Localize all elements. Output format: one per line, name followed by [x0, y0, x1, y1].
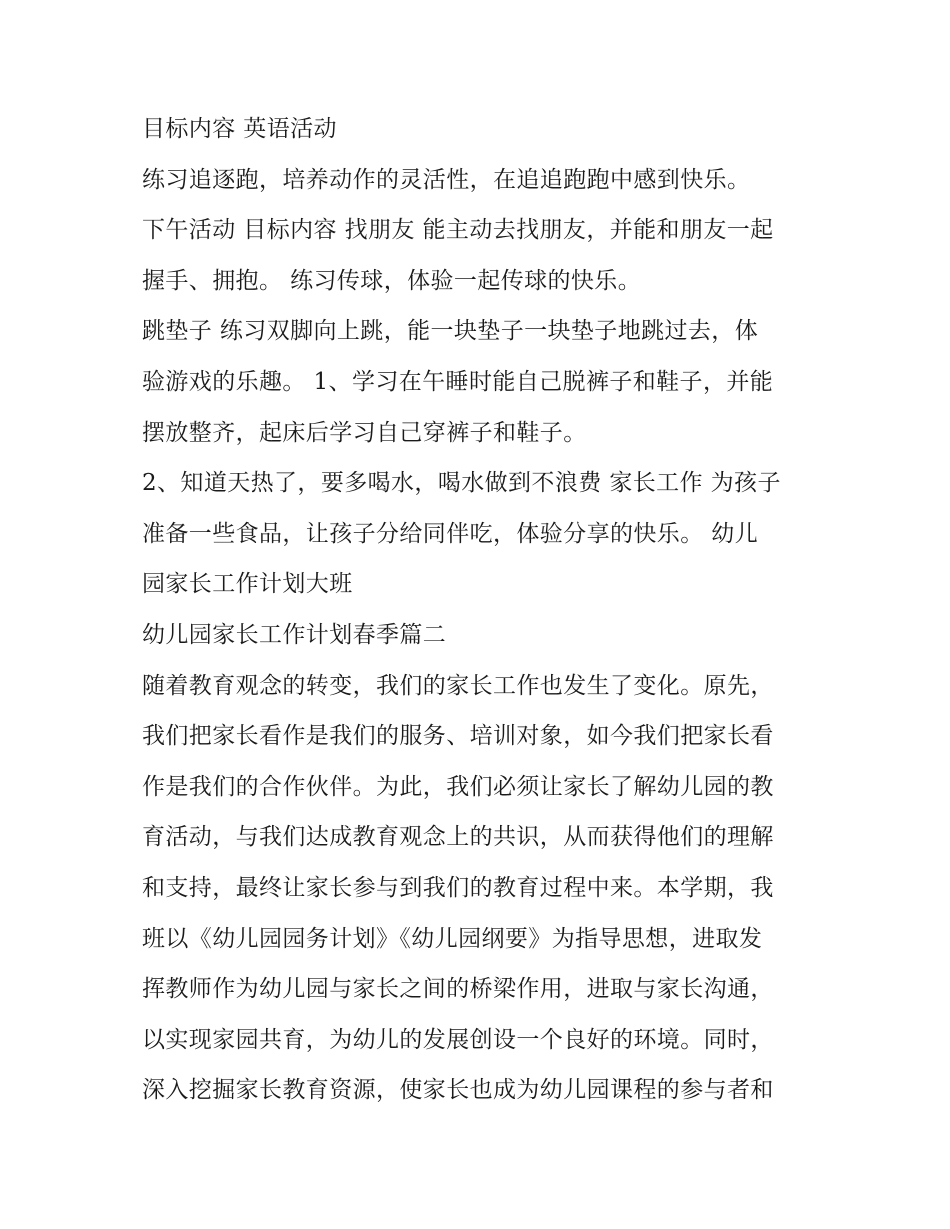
text-line: 准备一些食品，让孩子分给同伴吃，体验分享的快乐。 幼儿 [142, 520, 759, 547]
text-line: 深入挖掘家长教育资源，使家长也成为幼儿园课程的参与者和 [142, 1077, 774, 1104]
text-line: 园家长工作计划大班 [142, 571, 353, 598]
text-line: 目标内容 英语活动 [142, 116, 337, 142]
text-line: 2、知道天热了，要多喝水，喝水做到不浪费 家长工作 为孩子 [142, 470, 781, 497]
document-body [142, 110, 822, 1122]
text-line: 和支持，最终让家长参与到我们的教育过程中来。本学期，我 [142, 874, 774, 901]
text-line: 练习追逐跑，培养动作的灵活性，在追追跑跑中感到快乐。 [142, 166, 751, 193]
text-line: 验游戏的乐趣。 1、学习在午睡时能自己脱裤子和鞋子，并能 [142, 368, 774, 395]
text-line: 跳垫子 练习双脚向上跳，能一块垫子一块垫子地跳过去，体 [142, 318, 759, 345]
text-line: 随着教育观念的转变，我们的家长工作也发生了变化。原先， [142, 672, 774, 699]
text-line: 班以《幼儿园园务计划》《幼儿园纲要》为指导思想，进取发 [142, 925, 763, 952]
text-line: 作是我们的合作伙伴。为此，我们必须让家长了解幼儿园的教 [142, 773, 774, 800]
text-line: 挥教师作为幼儿园与家长之间的桥梁作用，进取与家长沟通， [142, 976, 774, 1003]
text-line: 下午活动 目标内容 找朋友 能主动去找朋友，并能和朋友一起 [142, 217, 774, 244]
text-line: 握手、拥抱。 练习传球，体验一起传球的快乐。 [142, 267, 642, 294]
text-line: 育活动，与我们达成教育观念上的共识，从而获得他们的理解 [142, 824, 774, 851]
text-line: 以实现家园共育，为幼儿的发展创设一个良好的环境。同时， [142, 1026, 774, 1053]
text-line: 摆放整齐，起床后学习自己穿裤子和鞋子。 [142, 419, 587, 446]
text-line: 我们把家长看作是我们的服务、培训对象，如今我们把家长看 [142, 723, 774, 750]
section-heading: 幼儿园家长工作计划春季篇二 [142, 621, 447, 648]
